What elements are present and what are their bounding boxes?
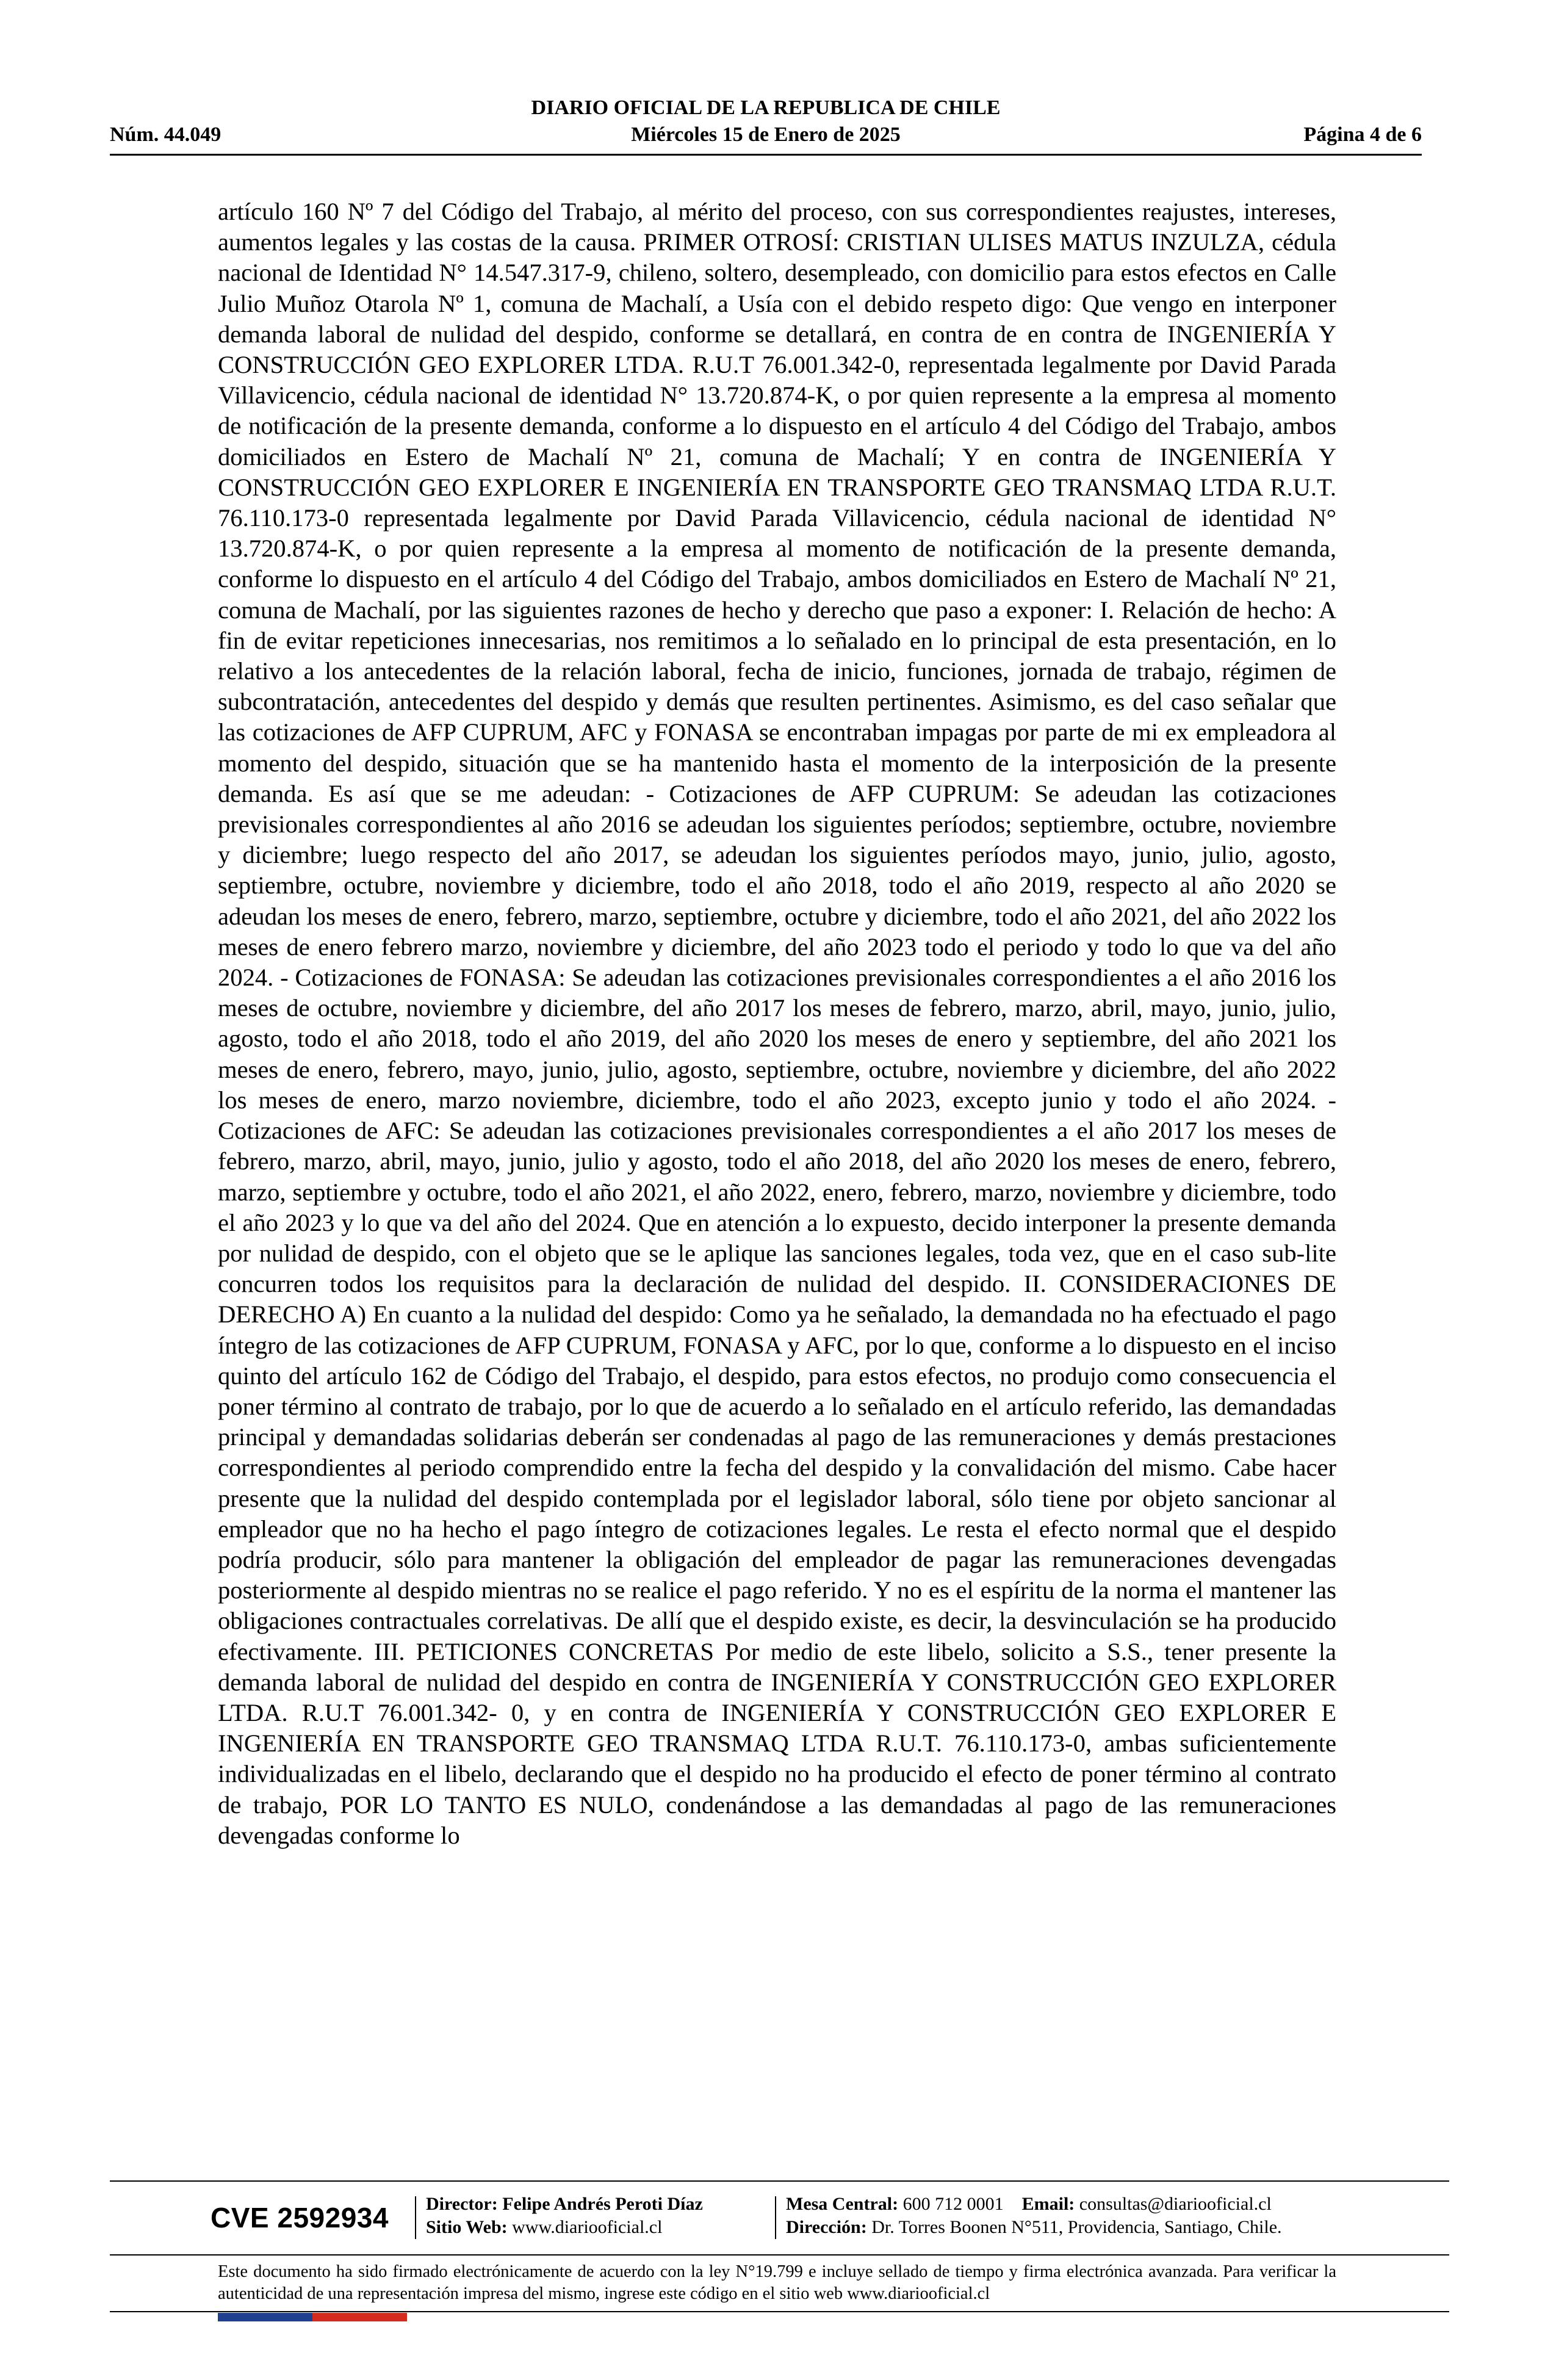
footer-divider-bottom [110, 2311, 1449, 2312]
website-line [426, 2216, 703, 2239]
flag-red-segment [312, 2313, 407, 2321]
chile-flag-bar [218, 2313, 407, 2321]
publication-title: DIARIO OFICIAL DE LA REPUBLICA DE CHILE [531, 96, 1001, 119]
phone-label: Mesa Central: [786, 2194, 899, 2214]
page-indicator: Página 4 de 6 [1303, 123, 1422, 146]
contact-line [786, 2193, 1282, 2216]
email-label: Email: [1021, 2194, 1075, 2214]
phone-number: 600 712 0001 [902, 2194, 1004, 2214]
flag-blue-segment [218, 2313, 312, 2321]
website-label: Sitio Web: [426, 2217, 508, 2237]
website-link[interactable]: www.diariooficial.cl [512, 2217, 663, 2237]
cve-code: CVE 2592934 [211, 2202, 389, 2234]
director-name: Felipe Andrés Peroti Díaz [502, 2194, 703, 2214]
director-label: Director: [426, 2194, 498, 2214]
address-value: Dr. Torres Boonen N°511, Providencia, Santiago, Chile. [871, 2217, 1282, 2237]
header-divider [110, 154, 1422, 156]
footer-divider-middle [110, 2254, 1449, 2256]
footer-contact-column [786, 2193, 1282, 2239]
footer-separator [775, 2196, 776, 2239]
body-paragraph: artículo 160 Nº 7 del Código del Trabajo, al mérito del proceso, con sus correspondientes reajustes, intereses, aumentos legales y las costas de la causa. PRIMER OTROSÍ: CRISTIAN ULISES MATUS INZULZA, cédula nacional de Identidad N° 14.547.317-9, chileno, soltero, desempleado, con domicilio para estos efectos en Calle Julio Muñoz Otarola Nº 1, comuna de Machalí, a Usía con el debido respeto digo: Que vengo en interponer demanda laboral de nulidad del despido, conforme se detallará, en contra de en contra de INGENIERÍA Y CONSTRUCCIÓN GEO EXPLORER LTDA. R.U.T 76.001.342-0, representada legalmente por David Parada Villavicencio, cédula nacional de identidad N° 13.720.874-K, o por quien represente a la empresa al momento de notificación de la presente demanda, conforme a lo dispuesto en el artículo 4 del Código del Trabajo, ambos domiciliados en Estero de Machalí Nº 21, comuna de Machalí; Y en contra de INGENIERÍA Y CONSTRUCCIÓN GEO EXPLORER E INGENIERÍA EN TRANSPORTE GEO TRANSMAQ LTDA R.U.T. 76.110.173-0 representada legalmente por David Parada Villavicencio, cédula nacional de identidad N° 13.720.874-K, o por quien represente a la empresa al momento de notificación de la presente demanda, conforme lo dispuesto en el artículo 4 del Código del Trabajo, ambos domiciliados en Estero de Machalí Nº 21, comuna de Machalí, por las siguientes razones de hecho y derecho que paso a exponer: I. Relación de hecho: A fin de evitar repeticiones innecesarias, nos remitimos a lo señalado en lo principal de esta presentación, en lo relativo a los antecedentes de la relación laboral, fecha de inicio, funciones, jornada de trabajo, régimen de subcontratación, antecedentes del despido y demás que resulten pertinentes. Asimismo, es del caso señalar que las cotizaciones de AFP CUPRUM, AFC y FONASA se encontraban impagas por parte de mi ex empleadora al momento del despido, situación que se ha mantenido hasta el momento de la interposición de la presente demanda. Es así que se me adeudan: - Cotizaciones de AFP CUPRUM: Se adeudan las cotizaciones previsionales correspondientes al año 2016 se adeudan los siguientes períodos; septiembre, octubre, noviembre y diciembre; luego respecto del año 2017, se adeudan los siguientes períodos mayo, junio, julio, agosto, septiembre, octubre, noviembre y diciembre, todo el año 2018, todo el año 2019, respecto al año 2020 se adeudan los meses de enero, febrero, marzo, septiembre, octubre y diciembre, todo el año 2021, del año 2022 los meses de enero febrero marzo, noviembre y diciembre, del año 2023 todo el periodo y todo lo que va del año 2024. - Cotizaciones de FONASA: Se adeudan las cotizaciones previsionales correspondientes a el año 2016 los meses de octubre, noviembre y diciembre, del año 2017 los meses de febrero, marzo, abril, mayo, junio, julio, agosto, todo el año 2018, todo el año 2019, del año 2020 los meses de enero y septiembre, del año 2021 los meses de enero, febrero, mayo, junio, julio, agosto, septiembre, octubre, noviembre y diciembre, del año 2022 los meses de enero, marzo noviembre, diciembre, todo el año 2023, excepto junio y todo el año 2024. - Cotizaciones de AFC: Se adeudan las cotizaciones previsionales correspondientes a el año 2017 los meses de febrero, marzo, abril, mayo, junio, julio y agosto, todo el año 2018, del año 2020 los meses de enero, febrero, marzo, septiembre y octubre, todo el año 2021, el año 2022, enero, febrero, marzo, noviembre y diciembre, todo el año 2023 y lo que va del año del 2024. Que en atención a lo expuesto, decido interponer la presente demanda por nulidad de despido, con el objeto que se le aplique las sanciones legales, toda vez, que en el caso sub-lite concurren todos los requisitos para la declaración de nulidad del despido. II. CONSIDERACIONES DE DERECHO A) En cuanto a la nulidad del despido: Como ya he señalado, la demandada no ha efectuado el pago íntegro de las cotizaciones de AFP CUPRUM, FONASA y AFC, por lo que, conforme a lo dispuesto en el inciso quinto del artículo 162 de Código del Trabajo, el despido, para estos efectos, no produjo como consecuencia el poner término al contrato de trabajo, por lo que de acuerdo a lo señalado en el artículo referido, las demandadas principal y demandadas solidarias deberán ser condenadas al pago de las remuneraciones y demás prestaciones correspondientes al periodo comprendido entre la fecha del despido y la convalidación del mismo. Cabe hacer presente que la nulidad del despido contemplada por el legislador laboral, sólo tiene por objeto sancionar al empleador que no ha hecho el pago íntegro de cotizaciones legales. Le resta el efecto normal que el despido podría producir, sólo para mantener la obligación del empleador de pagar las remuneraciones devengadas posteriormente al despido mientras no se realice el pago referido. Y no es el espíritu de la norma el mantener las obligaciones contractuales correlativas. De allí que el despido existe, es decir, la desvinculación se ha producido efectivamente. III. PETICIONES CONCRETAS Por medio de este libelo, solicito a S.S., tener presente la demanda laboral de nulidad del despido en contra de INGENIERÍA Y CONSTRUCCIÓN GEO EXPLORER LTDA. R.U.T 76.001.342- 0, y en contra de INGENIERÍA Y CONSTRUCCIÓN GEO EXPLORER E INGENIERÍA EN TRANSPORTE GEO TRANSMAQ LTDA R.U.T. 76.110.173-0, ambas suficientemente individualizadas en el libelo, declarando que el despido no ha producido el efecto de poner término al contrato de trabajo, POR LO TANTO ES NULO, condenándose a las demandadas al pago de las remuneraciones devengadas conforme lo [218, 198, 1336, 1849]
footer-separator [415, 2196, 416, 2239]
director-line [426, 2193, 703, 2216]
signature-notice: Este documento ha sido firmado electrónicamente de acuerdo con la ley N°19.799 e incluye sellado de tiempo y firma electrónica avanzada. Para verificar la autenticidad de una representación impresa del mismo, ingrese este código en el sitio web www.diariooficial.cl [218, 2262, 1336, 2303]
address-line [786, 2216, 1282, 2239]
page-header [110, 92, 1422, 159]
page-footer [110, 2188, 1449, 2255]
issue-date: Miércoles 15 de Enero de 2025 [631, 123, 901, 146]
issue-number: Núm. 44.049 [110, 123, 222, 146]
footer-director-column [426, 2193, 703, 2239]
footer-divider-top [110, 2180, 1449, 2182]
address-label: Dirección: [786, 2217, 867, 2237]
document-body [218, 197, 1336, 1851]
email-link[interactable]: consultas@diariooficial.cl [1079, 2194, 1272, 2214]
